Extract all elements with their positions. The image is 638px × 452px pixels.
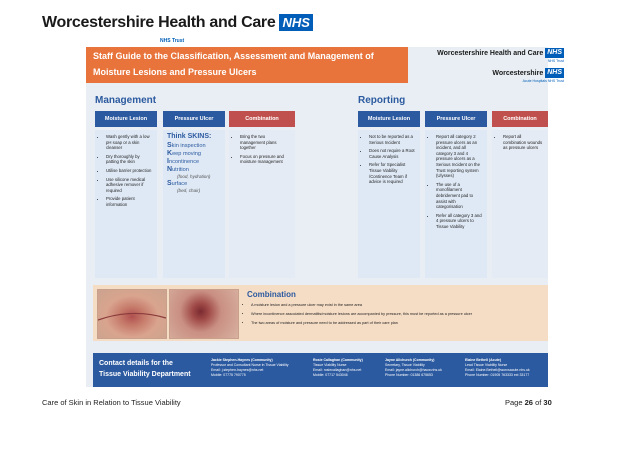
logo-health-care: Worcestershire Health and Care NHS (437, 49, 562, 57)
mgmt-moisture-header: Moisture Lesion (95, 111, 157, 127)
skins-title: Think SKINS: (167, 133, 212, 140)
contact-bar (93, 353, 548, 387)
skins-line: Surface (167, 179, 188, 187)
mgmt-pressure-header: Pressure Ulcer (163, 111, 225, 127)
skins-note: (food, hydration) (177, 173, 211, 179)
logo-acute: Worcestershire NHS (492, 69, 562, 77)
skin-crease-icon (98, 290, 166, 338)
contact-title: Contact details for the Tissue Viability Department (99, 360, 191, 378)
contact-person: Jayne Allchurch (Community) Secretary, Tissue Viability Email: jayne.allchurch@hacw.nhs.uk Phone Number: 01386 675653 (385, 358, 442, 377)
logo-acute-sub: Acute Hospitals NHS Trust (522, 79, 564, 83)
nhs-logo: NHS (547, 49, 562, 56)
mgmt-combination-list (229, 130, 295, 278)
contact-person: Rosie Callaghan (Community) Tissue Viability Nurse Email: rosiecallaghan@nhs.net Mobile: 07717 543046 (313, 358, 363, 377)
list-item: • Use silicone medical adhesive remover if required (106, 177, 153, 194)
list-item: • Wash gently with a low pH soap or a skin cleanser (106, 134, 153, 151)
contact-person: Elaine Bethell (Acute) Lead Tissue Viability Nurse Email: Elaine.Bethell@worcsacute.nhs.uk Phone Number: 01905 763333 ext 33177 (465, 358, 530, 377)
trust-name: Worcestershire Health and Care (42, 14, 276, 31)
combination-panel (93, 285, 548, 341)
list-item: • Provide patient information (106, 196, 153, 207)
skins-line: Incontinence (167, 157, 200, 165)
list-item: • Report all category 2 pressure ulcers as an incident, and all category 3 and 4 pressure ulcers as a Serious Incident on the Trust reporting system (Ulysses) (436, 134, 483, 179)
list-item: • Report all combination wounds as pressure ulcers (503, 134, 544, 151)
skins-line: Nutrition (167, 165, 189, 173)
nhs-logo: NHS (547, 69, 562, 76)
list-item: • Utilise barrier protection (106, 168, 153, 174)
logo-health-care-sub: NHS Trust (547, 59, 564, 63)
pressure-ulcer-photo (169, 289, 239, 339)
skins-line: Skin inspection (167, 141, 206, 149)
mgmt-pressure-skins (163, 130, 225, 278)
list-item: • Where incontinence associated dermatitis/moisture lesions are accompanied by pressure, this must be reported as a pressure ulcer (251, 312, 551, 317)
poster-title-bar (86, 47, 408, 83)
management-title: Management (95, 95, 157, 106)
skins-line: Keep moving (167, 149, 201, 157)
rep-combination-header: Combination (492, 111, 548, 127)
list-item: • The two areas of moisture and pressure need to be addressed as part of their care plan (251, 321, 551, 326)
list-item: • Does not require a Root Cause Analysis (369, 148, 416, 159)
moisture-lesion-photo (97, 289, 167, 339)
list-item: • Bring the two management plans together (240, 134, 291, 151)
poster-title-line1: Staff Guide to the Classification, Assessment and Management of (93, 51, 374, 61)
combination-list (245, 303, 551, 330)
mgmt-moisture-list (95, 130, 157, 278)
rep-moisture-header: Moisture Lesion (358, 111, 420, 127)
mgmt-combination-header: Combination (229, 111, 295, 127)
list-item: • Dry thoroughly by patting the skin (106, 154, 153, 165)
list-item: • A moisture lesion and a pressure ulcer may exist in the same area (251, 303, 551, 308)
list-item: • Refer for Specialist Tissue Viability /Continence Team if advice is required (369, 162, 416, 184)
nhs-logo: NHS (279, 14, 312, 31)
list-item: • Focus on pressure and moisture management (240, 154, 291, 165)
rep-moisture-list (358, 130, 420, 278)
list-item: • Not to be reported as a Serious Incident (369, 134, 416, 145)
list-item: • Refer all category 3 and 4 pressure ulcers to Tissue Viability (436, 213, 483, 230)
rep-pressure-list (425, 130, 487, 278)
trust-header (42, 14, 313, 32)
combination-title: Combination (247, 290, 296, 299)
footer-page-number: Page 26 of 30 (505, 398, 552, 407)
partner-logos (414, 46, 564, 86)
reporting-title: Reporting (358, 95, 406, 106)
footer-document-title: Care of Skin in Relation to Tissue Viability (42, 398, 181, 407)
rep-pressure-header: Pressure Ulcer (425, 111, 487, 127)
skins-note: (bed, chair) (177, 187, 201, 193)
poster-title-line2: Moisture Lesions and Pressure Ulcers (93, 67, 257, 77)
trust-subtitle: NHS Trust (160, 38, 185, 44)
rep-combination-list (492, 130, 548, 278)
contact-person: Jackie Stephen-Haynes (Community) Professor and Consultant Nurse in Tissue Viability Email: j.stephen-haynes@nhs.net Mobile: 07775 790775 (211, 358, 289, 377)
list-item: • The use of a monofilament debridement pad to assist with categorisation (436, 182, 483, 210)
